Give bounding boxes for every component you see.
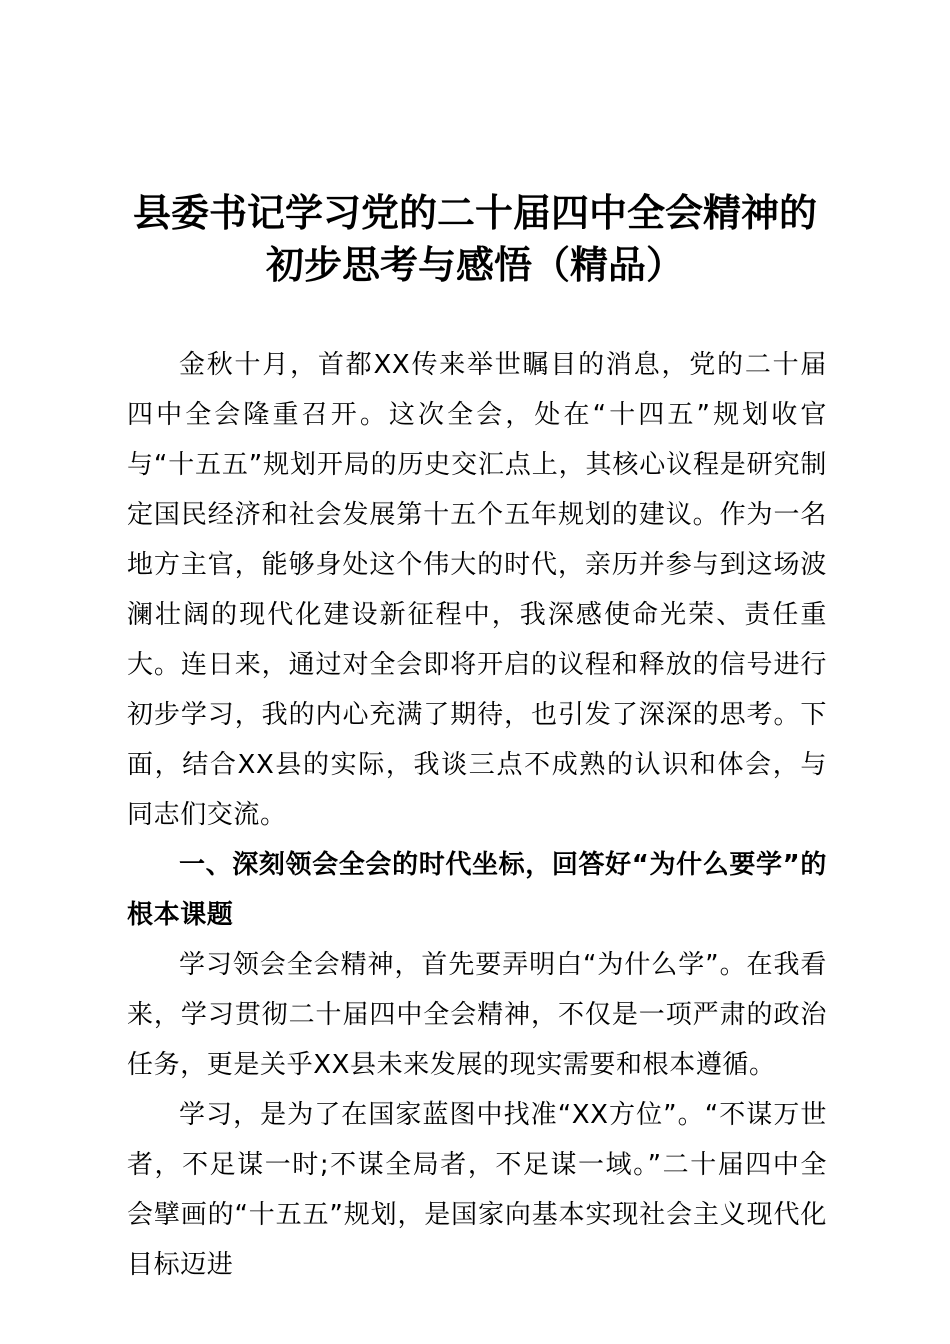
document-title-line-1: 县委书记学习党的二十届四中全会精神的	[132, 191, 817, 235]
section-heading-1: 一、深刻领会全会的时代坐标，回答好“为什么要学”的根本课题	[127, 850, 827, 930]
intro-paragraph: 金秋十月，首都XX传来举世瞩目的消息，党的二十届四中全会隆重召开。这次全会，处在“十四五”规划收官与“十五五”规划开局的历史交汇点上，其核心议程是研究制定国民经济和社会发展第十五个五年规划的建议。作为一名地方主官，能够身处这个伟大的时代，亲历并参与到这场波澜壮阔的现代化建设新征程中，我深感使命光荣、责任重大。连日来，通过对全会即将开启的议程和释放的信号进行初步学习，我的内心充满了期待，也引发了深深的思考。下面，结合XX县的实际，我谈三点不成熟的认识和体会，与同志们交流。	[127, 350, 827, 830]
document-title-line-2: 初步思考与感悟（精品）	[265, 243, 684, 287]
body-paragraph: 学习领会全会精神，首先要弄明白“为什么学”。在我看来，学习贯彻二十届四中全会精神，不仅是一项严肃的政治任务，更是关乎XX县未来发展的现实需要和根本遵循。	[127, 950, 827, 1080]
body-paragraph: 学习，是为了在国家蓝图中找准“XX方位”。“不谋万世者，不足谋一时;不谋全局者，不足谋一域。”二十届四中全会擘画的“十五五”规划，是国家向基本实现社会主义现代化目标迈进	[127, 1100, 827, 1280]
document-body	[127, 340, 827, 1290]
